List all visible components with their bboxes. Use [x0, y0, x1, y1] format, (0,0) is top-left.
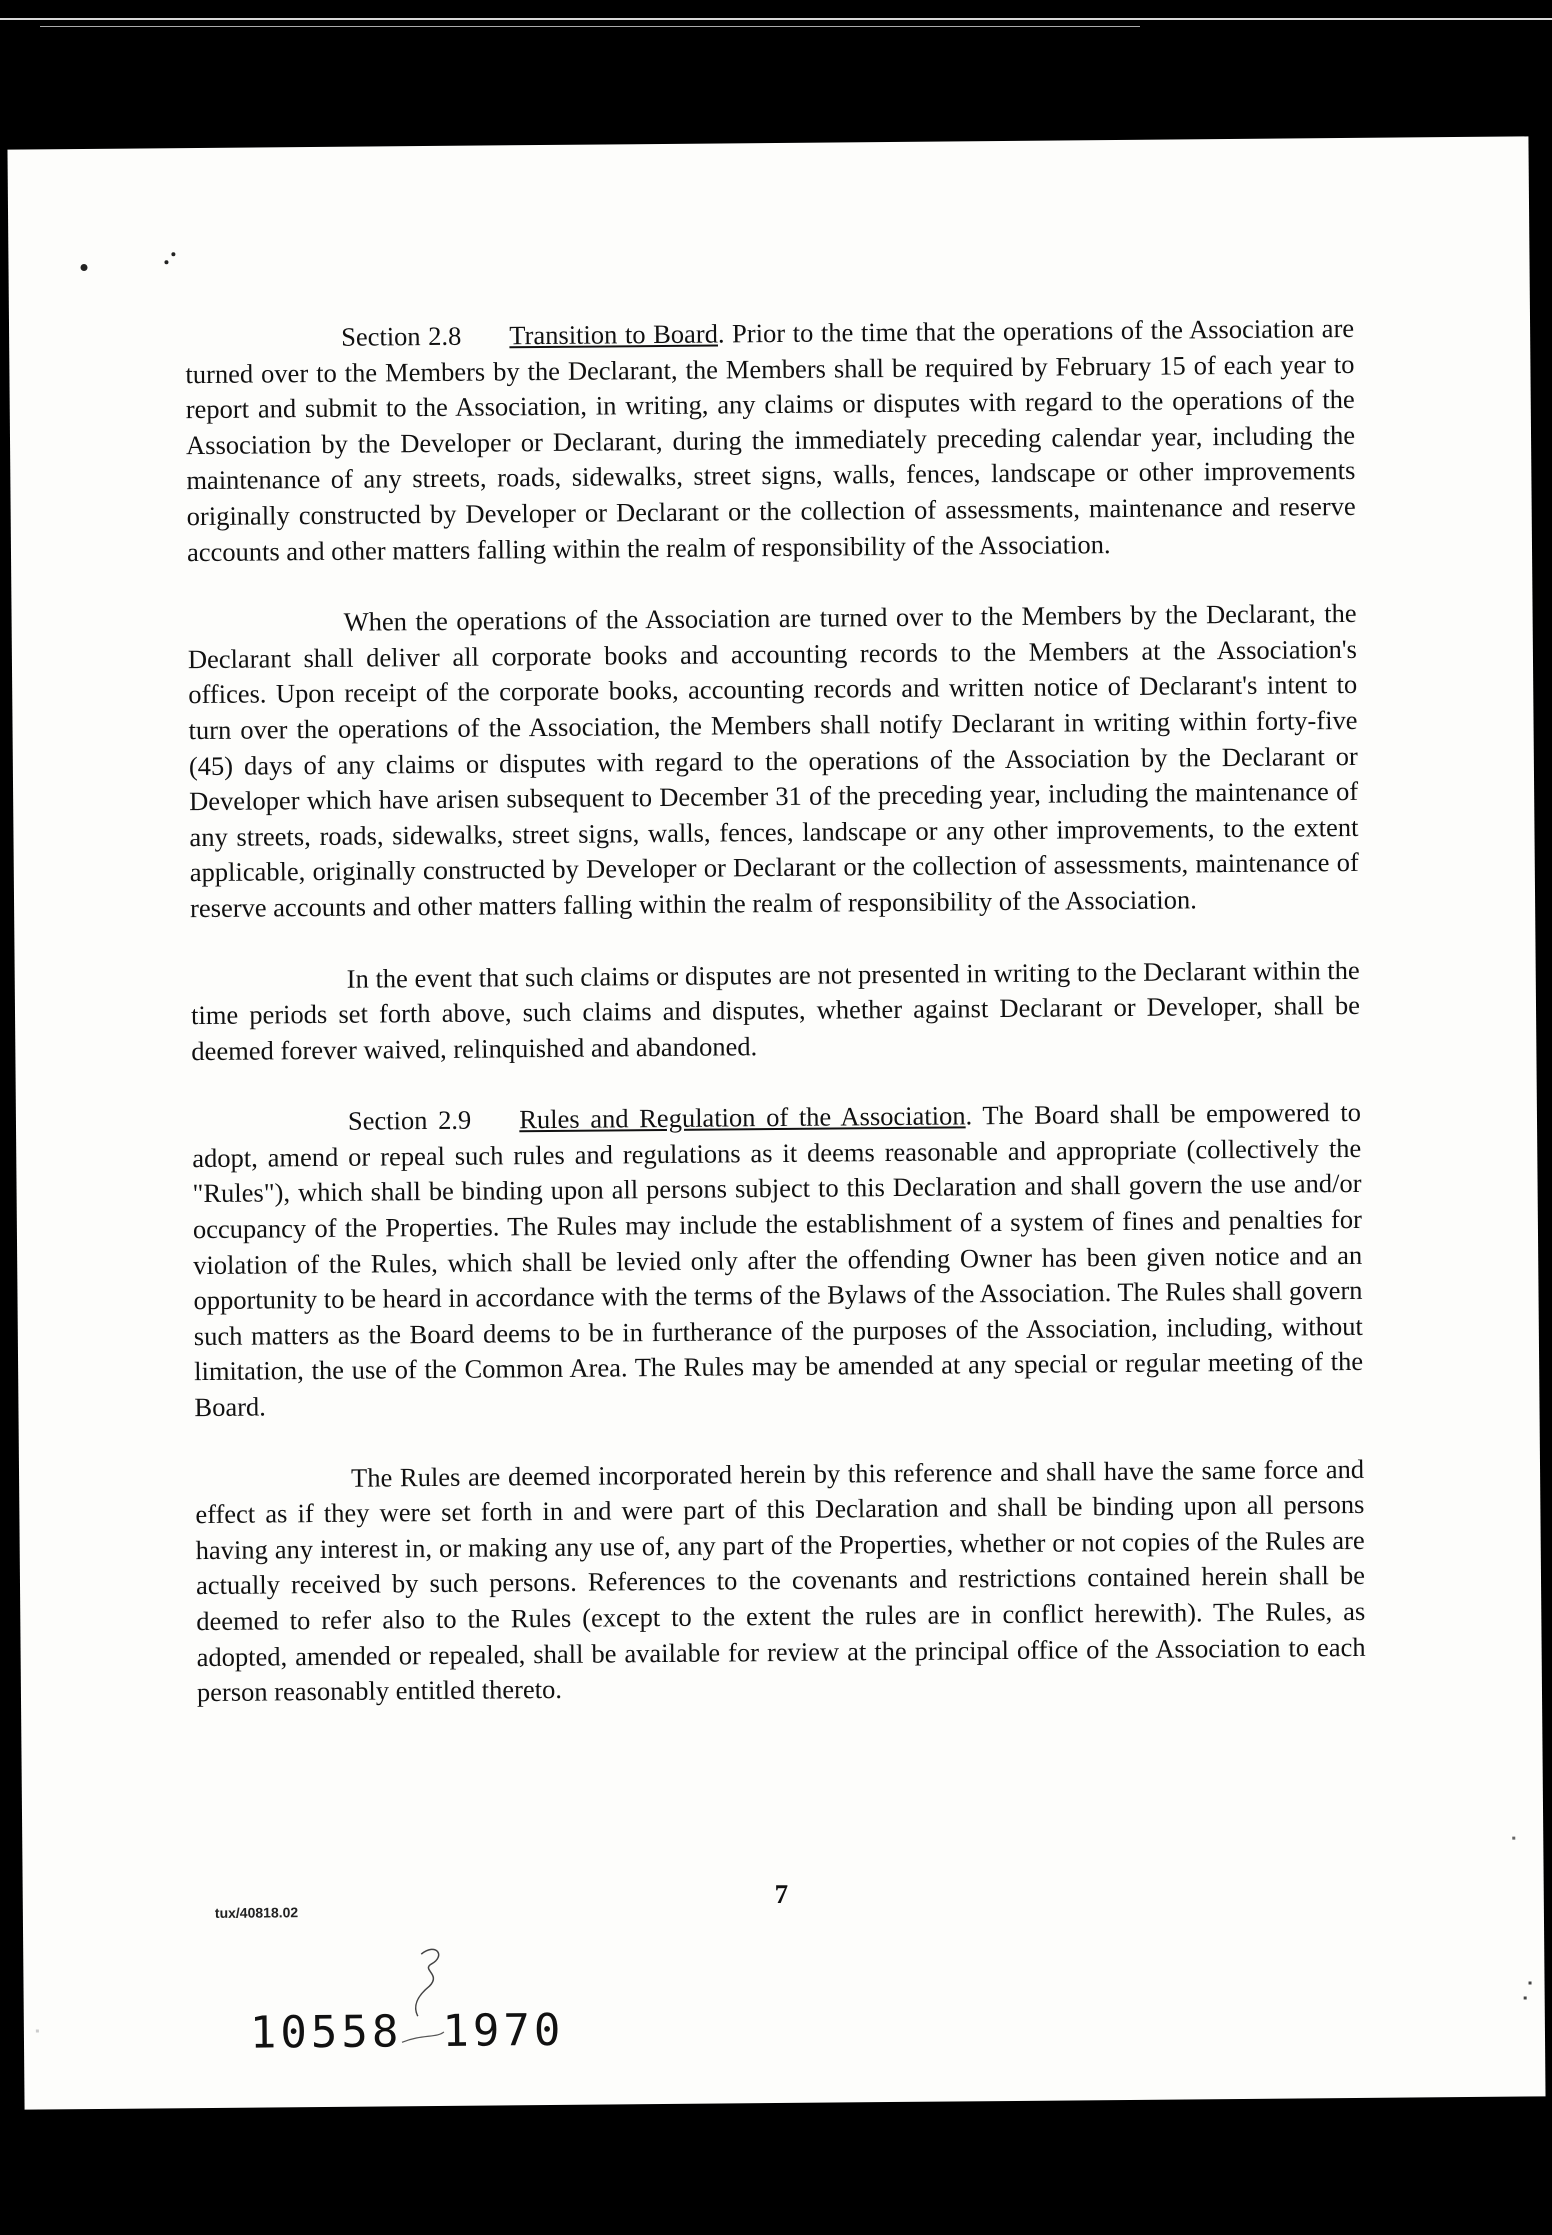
section-title: Transition to Board [509, 318, 719, 351]
paragraph-section-2-8 [185, 311, 1356, 570]
paragraph-text: . The Board shall be empowered to adopt, amend or repeal such rules and regulations as it deems reasonable and appropriate (collectively the "Rules"), which shall be binding upon all persons subject to this Declaration and shall govern the use and/or occupancy of the Properties. The Rules may include the establishment of a system of fines and penalties for violation of the Rules, which shall be levied only after the offending Owner has been given notice and an opportunity to be heard in accordance with the terms of the Bylaws of the Association. The Rules shall govern such matters as the Board deems to be in furtherance of the purposes of the Association, including, without limitation, the use of the Common Area. The Rules may be amended at any special or regular meeting of the Board. [192, 1097, 1364, 1423]
scan-speck [36, 2029, 39, 2032]
scan-speck [1524, 1996, 1527, 1999]
document-body [185, 311, 1366, 1747]
paragraph-body [187, 596, 1359, 927]
scan-speck [171, 252, 175, 256]
paragraph-body [195, 1452, 1366, 1711]
paragraph-text: In the event that such claims or disputes are not presented in writing to the Declarant within the time periods set forth above, such claims and disputes, whether against Declarant or Developer, shall be deemed forever waived, relinquished and abandoned. [190, 954, 1361, 1066]
document-page [7, 136, 1545, 2109]
page-number: 7 [774, 1878, 789, 1910]
paragraph-text: The Rules are deemed incorporated herein by this reference and shall have the same force and effect as if they were set forth in and were part of this Declaration and shall be binding upon all persons having any interest in, or making any use of, any part of the Properties, whether or not copies of the Rules are actually received by such persons. References to the covenants and restrictions contained herein shall be deemed to refer also to the Rules (except to the extent the rules are in conflict herewith). The Rules, as adopted, amended or repealed, shall be available for review at the principal office of the Association to each person reasonably entitled thereto. [195, 1453, 1366, 1708]
scan-speck [1512, 1837, 1515, 1840]
scan-speck [80, 264, 87, 271]
paragraph-section-2-9 [192, 1095, 1364, 1426]
stamp-page-number: 1970 [442, 2004, 565, 2057]
section-title: Rules and Regulation of the Association [519, 1100, 966, 1135]
paragraph-body [191, 952, 1361, 1069]
paragraph-text: . Prior to the time that the operations of the Association are turned over to the Members by the Declarant, the Members shall be required by February 15 of each year to report and submit to the Association, in writing, any claims or disputes with regard to the operations of the Association by the Developer or Declarant, during the immediately preceding calendar year, including the maintenance of any streets, roads, sidewalks, street signs, walls, fences, landscape or other improvements originally constructed by Developer or Declarant or the collection of assessments, maintenance and reserve accounts and other matters falling within the realm of responsibility of the Association. [185, 312, 1356, 567]
stamp-book-number: 10558 [249, 2006, 403, 2059]
scan-speck [164, 260, 168, 264]
paragraph-text: When the operations of the Association are turned over to the Members by the Declarant, the Declarant shall deliver all corporate books and accounting records to the Members at the Association's offices. Upon receipt of the corporate books, accounting records and written notice of Declarant's intent to turn over the operations of the Association, the Members shall notify Declarant in writing within forty-five (45) days of any claims or disputes with regard to the operations of the Association by the Declarant or Developer which have arisen subsequent to December 31 of the preceding year, including the maintenance of any streets, roads, sidewalks, street signs, walls, fences, landscape or any other improvements, to the extent applicable, originally constructed by Developer or Declarant or the collection of assessments, maintenance of reserve accounts and other matters falling within the realm of responsibility of the Association. [187, 598, 1359, 924]
scan-speck [1529, 1981, 1532, 1984]
document-code: tux/40818.02 [214, 1904, 299, 1921]
section-number: Section 2.9 [347, 1104, 472, 1137]
top-scan-rule [0, 18, 1552, 20]
top-scan-rule-secondary [40, 26, 1140, 27]
section-number: Section 2.8 [340, 320, 462, 352]
recording-stamp [250, 2005, 565, 2059]
